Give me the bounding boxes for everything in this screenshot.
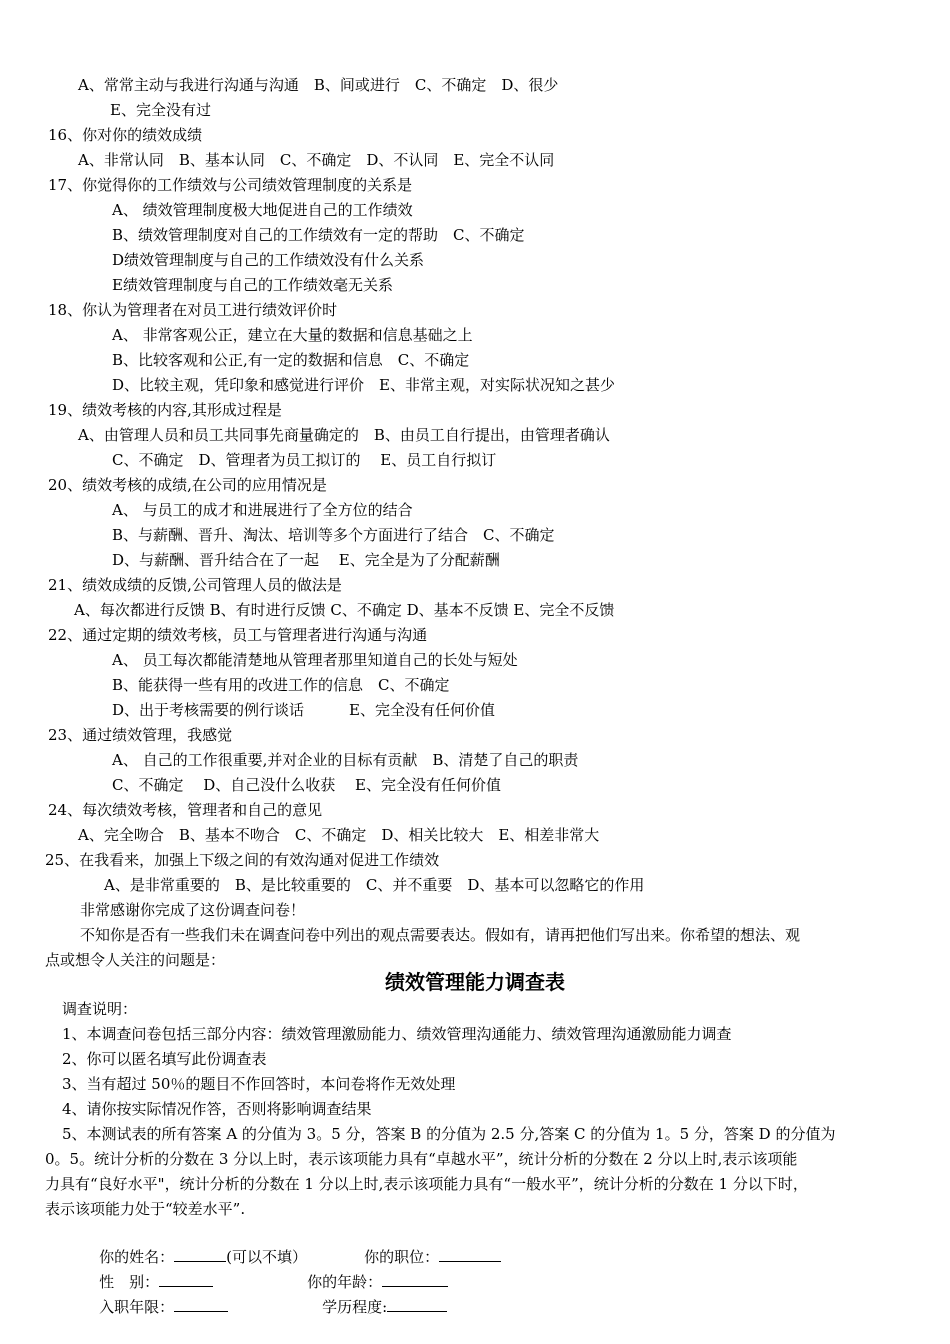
q17-option-e: E绩效管理制度与自己的工作绩效毫无关系 — [112, 276, 393, 294]
q22-option-b: B、能获得一些有用的改进工作的信息 C、不确定 — [112, 676, 450, 694]
q19-question: 19、绩效考核的内容,其形成过程是 — [48, 401, 282, 419]
q20-option-d: D、与薪酬、晋升结合在了一起 E、完全是为了分配薪酬 — [112, 551, 500, 569]
q21-question: 21、绩效成绩的反馈,公司管理人员的做法是 — [48, 576, 342, 594]
q18-option-d: D、比较主观，凭印象和感觉进行评价 E、非常主观，对实际状况知之甚少 — [112, 376, 615, 394]
instructions-heading: 调查说明： — [62, 1000, 138, 1018]
section-title: 绩效管理能力调查表 — [385, 970, 565, 994]
q16-options: A、非常认同 B、基本认同 C、不确定 D、不认同 E、完全不认同 — [78, 151, 555, 169]
q21-options: A、每次都进行反馈 B、有时进行反馈 C、不确定 D、基本不反馈 E、完全不反馈 — [74, 601, 615, 619]
education-field-row — [303, 1273, 447, 1340]
q20-question: 20、绩效考核的成绩,在公司的应用情况是 — [48, 476, 327, 494]
q18-option-a: A、 非常客观公正，建立在大量的数据和信息基础之上 — [112, 326, 473, 344]
q25-options: A、是非常重要的 B、是比较重要的 C、并不重要 D、基本可以忽略它的作用 — [104, 876, 645, 894]
thanks-text: 非常感谢你完成了这份调查问卷！ — [80, 901, 306, 919]
education-blank[interactable] — [387, 1295, 447, 1312]
q17-option-a: A、 绩效管理制度极大地促进自己的工作绩效 — [112, 201, 413, 219]
instruction-item-3: 3、当有超过 50％的题目不作回答时，本问卷将作无效处理 — [62, 1075, 456, 1093]
instruction-item-4: 4、请你按实际情况作答，否则将影响调查结果 — [62, 1100, 372, 1118]
q23-option-a: A、 自己的工作很重要,并对企业的目标有贡献 B、清楚了自己的职责 — [112, 751, 579, 769]
age-label: 你的年龄： — [307, 1273, 383, 1291]
q18-option-b: B、比较客观和公正,有一定的数据和信息 C、不确定 — [112, 351, 470, 369]
q16-question: 16、你对你的绩效成绩 — [48, 126, 203, 144]
q24-question: 24、每次绩效考核，管理者和自己的意见 — [48, 801, 323, 819]
q23-option-c: C、不确定 D、自己没什么收获 E、完全没有任何价值 — [112, 776, 501, 794]
q24-options: A、完全吻合 B、基本不吻合 C、不确定 D、相关比较大 E、相差非常大 — [78, 826, 600, 844]
q22-question: 22、通过定期的绩效考核，员工与管理者进行沟通与沟通 — [48, 626, 428, 644]
q25-question: 25、在我看来，加强上下级之间的有效沟通对促进工作绩效 — [45, 851, 440, 869]
q17-option-b: B、绩效管理制度对自己的工作绩效有一定的帮助 C、不确定 — [112, 226, 525, 244]
q20-option-a: A、 与员工的成才和进展进行了全方位的结合 — [112, 501, 413, 519]
q19-options-line1: A、由管理人员和员工共同事先商量确定的 B、由员工自行提出，由管理者确认 — [78, 426, 610, 444]
q15-options-line2: E、完全没有过 — [110, 101, 211, 119]
position-blank[interactable] — [439, 1245, 501, 1262]
instruction-item-5-line3: 力具有“良好水平"，统计分析的分数在 1 分以上时,表示该项能力具有“一般水平”，统计分析的分数在 1 分以下时， — [45, 1175, 808, 1193]
q20-option-b: B、与薪酬、晋升、淘汰、培训等多个方面进行了结合 C、不确定 — [112, 526, 555, 544]
education-label: 学历程度: — [322, 1298, 388, 1316]
closing-text-line1: 不知你是否有一些我们未在调查问卷中列出的观点需要表达。假如有，请再把他们写出来。你希望的想法、观 — [80, 926, 801, 944]
gender-label: 性 别： — [99, 1273, 160, 1291]
closing-text-line2: 点或想令人关注的问题是： — [45, 951, 226, 969]
q19-options-line2: C、不确定 D、管理者为员工拟订的 E、员工自行拟订 — [112, 451, 497, 469]
q17-option-d: D绩效管理制度与自己的工作绩效没有什么关系 — [112, 251, 425, 269]
tenure-field-row — [80, 1273, 228, 1340]
tenure-blank[interactable] — [174, 1295, 228, 1312]
q23-question: 23、通过绩效管理，我感觉 — [48, 726, 233, 744]
name-label: 你的姓名： — [99, 1248, 175, 1266]
instruction-item-2: 2、你可以匿名填写此份调查表 — [62, 1050, 267, 1068]
instruction-item-5-line2: 0。5。统计分析的分数在 3 分以上时，表示该项能力具有“卓越水平”，统计分析的分数在 2 分以上时,表示该项能 — [45, 1150, 798, 1168]
name-note: (可以不填） — [226, 1248, 307, 1266]
q22-option-d: D、出于考核需要的例行谈话 E、完全没有任何价值 — [112, 701, 495, 719]
instruction-item-5-line4: 表示该项能力处于“较差水平”. — [45, 1200, 246, 1218]
q17-question: 17、你觉得你的工作绩效与公司绩效管理制度的关系是 — [48, 176, 413, 194]
position-label: 你的职位： — [364, 1248, 440, 1266]
tenure-label: 入职年限： — [99, 1298, 175, 1316]
q18-question: 18、你认为管理者在对员工进行绩效评价时 — [48, 301, 338, 319]
instruction-item-1: 1、本调查问卷包括三部分内容：绩效管理激励能力、绩效管理沟通能力、绩效管理沟通激励能力调查 — [62, 1025, 732, 1043]
instruction-item-5-line1: 5、本测试表的所有答案 A 的分值为 3。5 分，答案 B 的分值为 2.5 分,答案 C 的分值为 1。5 分，答案 D 的分值为 — [62, 1125, 836, 1143]
q22-option-a: A、 员工每次都能清楚地从管理者那里知道自己的长处与短处 — [112, 651, 518, 669]
q15-options-line1: A、常常主动与我进行沟通与沟通 B、间或进行 C、不确定 D、很少 — [78, 76, 559, 94]
